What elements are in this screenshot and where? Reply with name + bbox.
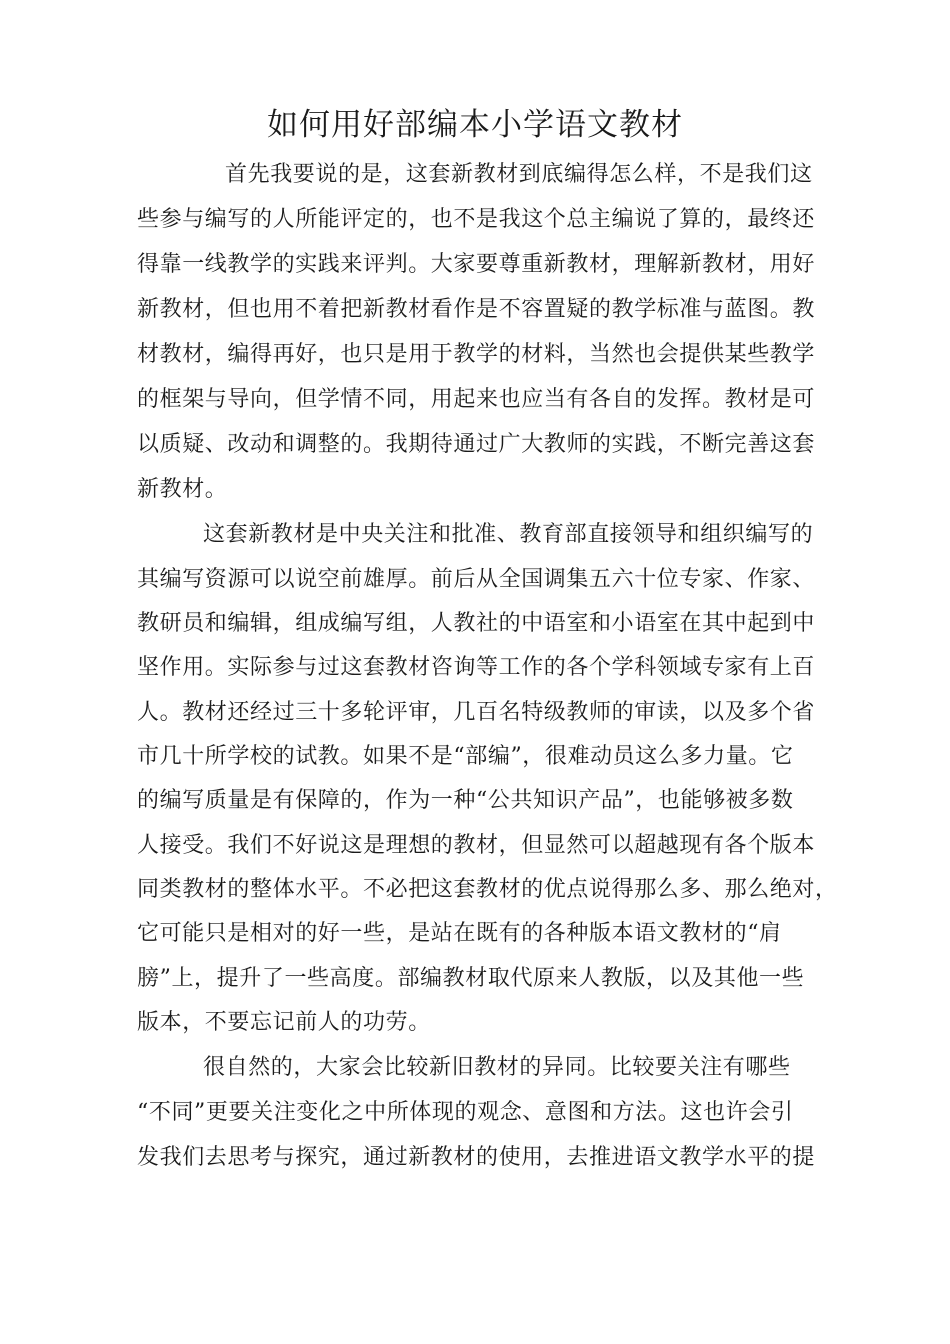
paragraph-1-line-2: 些参与编写的人所能评定的，也不是我这个总主编说了算的，最终还 <box>137 207 816 232</box>
paragraph-3-line-2: “不同”更要关注变化之中所体现的观念、意图和方法。这也许会引 <box>137 1100 794 1125</box>
paragraph-1-line-8: 新教材。 <box>137 477 228 502</box>
paragraph-1-line-3: 得靠一线教学的实践来评判。大家要尊重新教材，理解新教材，用好 <box>137 252 816 277</box>
paragraph-2-line-6: 市几十所学校的试教。如果不是“部编”，很难动员这么多力量。它 <box>137 744 794 769</box>
paragraph-2-line-12: 版本，不要忘记前人的功劳。 <box>137 1010 431 1035</box>
paragraph-2-line-1: 这套新教材是中央关注和批准、教育部直接领导和组织编写的 <box>203 522 814 547</box>
paragraph-3-line-3: 发我们去思考与探究，通过新教材的使用，去推进语文教学水平的提 <box>137 1145 816 1170</box>
paragraph-1-line-6: 的框架与导向，但学情不同，用起来也应当有各自的发挥。教材是可 <box>137 387 816 412</box>
paragraph-1-line-7: 以质疑、改动和调整的。我期待通过广大教师的实践，不断完善这套 <box>137 432 816 457</box>
paragraph-2-line-4: 坚作用。实际参与过这套教材咨询等工作的各个学科领域专家有上百 <box>137 655 816 680</box>
document-title: 如何用好部编本小学语文教材 <box>267 107 683 143</box>
paragraph-1-line-5: 材教材，编得再好，也只是用于教学的材料，当然也会提供某些教学 <box>137 342 816 367</box>
paragraph-3-line-1: 很自然的，大家会比较新旧教材的异同。比较要关注有哪些 <box>203 1055 791 1080</box>
paragraph-2-line-7: 的编写质量是有保障的，作为一种“公共知识产品”，也能够被多数 <box>137 788 794 813</box>
paragraph-1-line-1: 首先我要说的是，这套新教材到底编得怎么样，不是我们这 <box>225 162 813 187</box>
paragraph-2-line-3: 教研员和编辑，组成编写组，人教社的中语室和小语室在其中起到中 <box>137 611 816 636</box>
paragraph-2-line-11: 膀”上，提升了一些高度。部编教材取代原来人教版，以及其他一些 <box>137 966 805 991</box>
paragraph-2-line-10: 它可能只是相对的好一些，是站在既有的各种版本语文教材的“肩 <box>137 921 782 946</box>
paragraph-2-line-2: 其编写资源可以说空前雄厚。前后从全国调集五六十位专家、作家、 <box>137 567 816 592</box>
paragraph-1-line-4: 新教材，但也用不着把新教材看作是不容置疑的教学标准与蓝图。教 <box>137 297 816 322</box>
paragraph-2-line-9: 同类教材的整体水平。不必把这套教材的优点说得那么多、那么绝对， <box>137 877 838 902</box>
paragraph-2-line-8: 人接受。我们不好说这是理想的教材，但显然可以超越现有各个版本 <box>137 833 816 858</box>
paragraph-2-line-5: 人。教材还经过三十多轮评审，几百名特级教师的审读，以及多个省 <box>137 700 816 725</box>
